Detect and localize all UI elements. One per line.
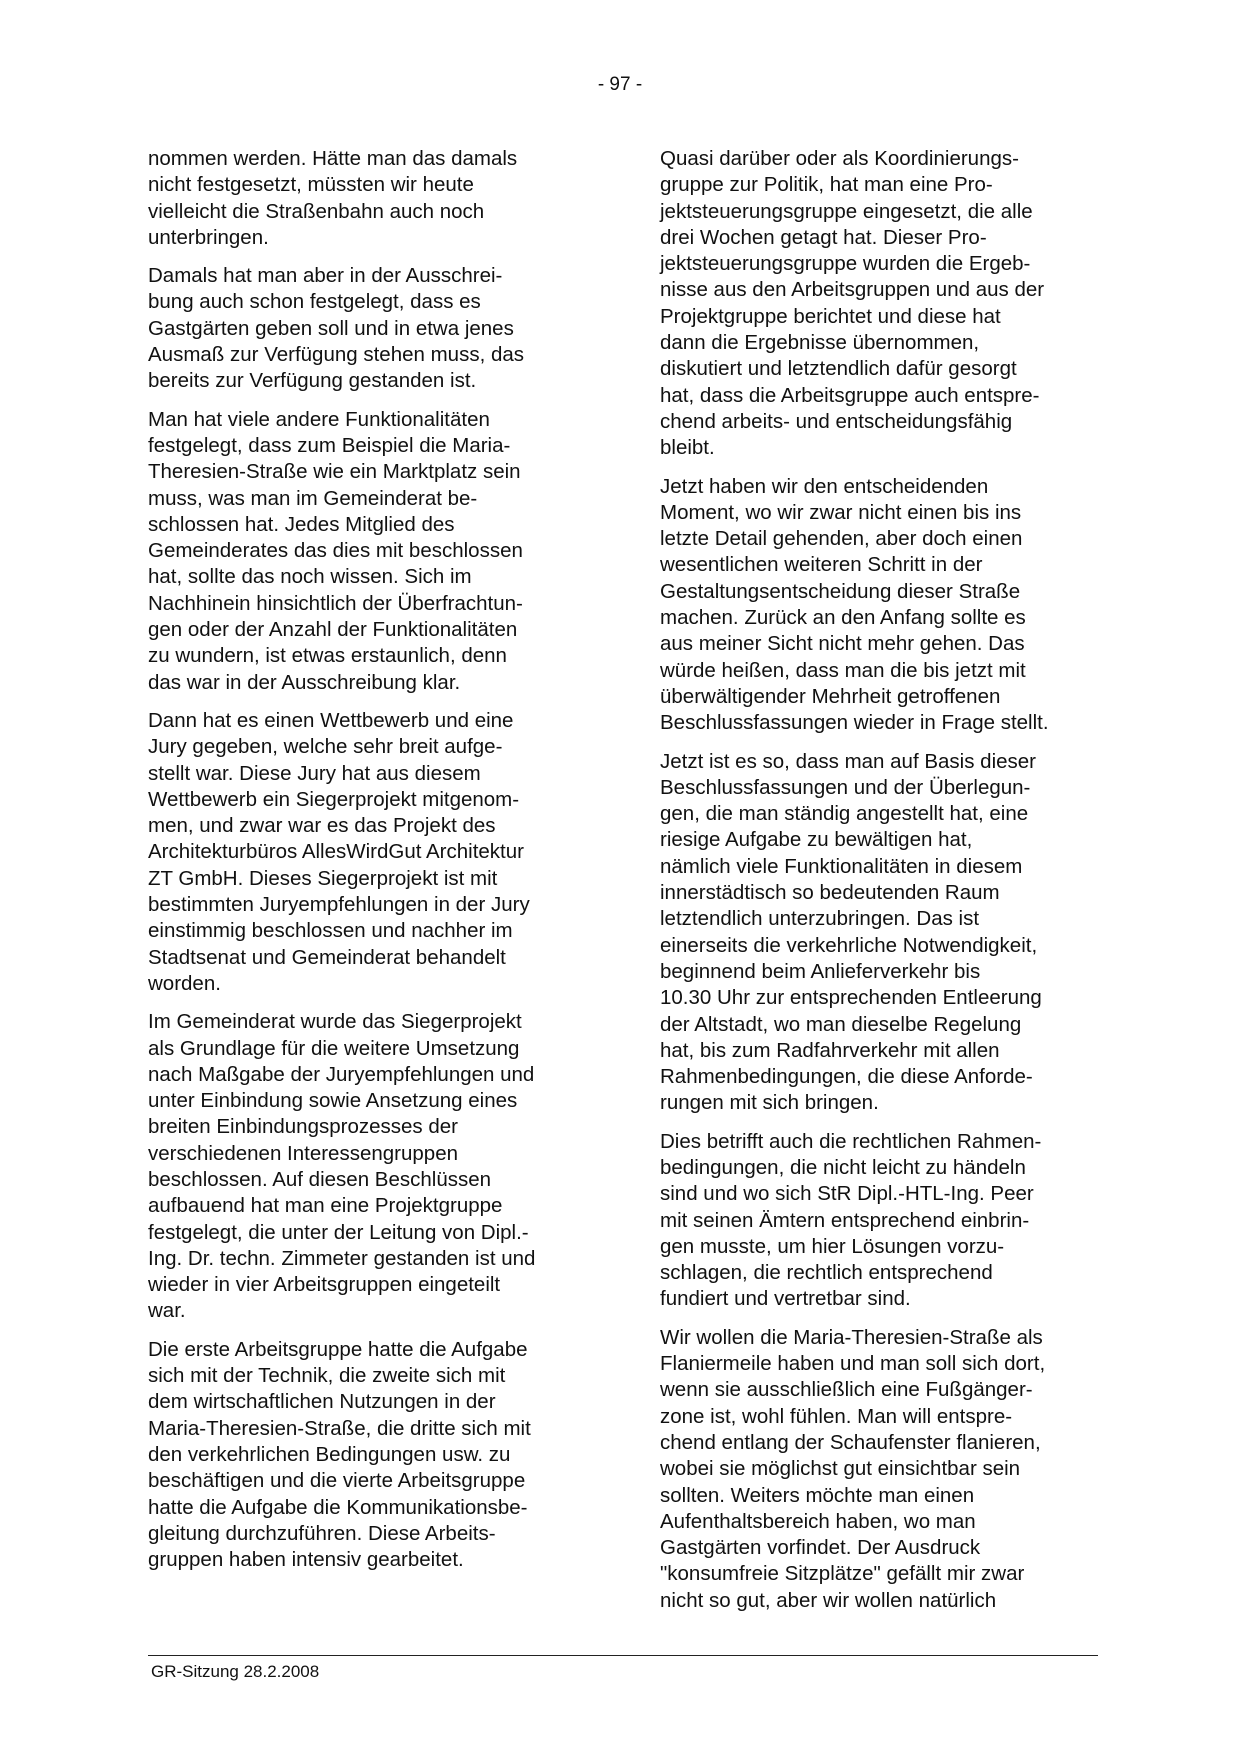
text-line: festgelegt, dass zum Beispiel die Maria- [148,433,511,457]
text-line: Gemeinderates das dies mit beschlossen [148,539,523,563]
text-line: schlossen hat. Jedes Mitglied des [148,512,455,536]
paragraph [148,146,586,251]
text-line: Wettbewerb ein Siegerprojekt mitgenom- [148,787,520,811]
text-line: stellt war. Diese Jury hat aus diesem [148,761,481,785]
text-line: Im Gemeinderat wurde das Siegerprojekt [148,1010,522,1034]
text-line: men, und zwar war es das Projekt des [148,814,496,838]
text-line: zone ist, wohl fühlen. Man will entspre- [660,1404,1013,1428]
text-line: nisse aus den Arbeitsgruppen und aus der [660,278,1045,302]
footer-divider [148,1655,1098,1656]
text-line: letzte Detail gehenden, aber doch einen [660,527,1023,551]
text-line: Jetzt haben wir den entscheidenden [660,474,989,498]
text-line: Maria-Theresien-Straße, die dritte sich mit [148,1416,531,1440]
text-line: einerseits die verkehrliche Notwendigkeit, [660,933,1038,957]
text-line: wenn sie ausschließlich eine Fußgänger- [660,1378,1033,1402]
text-line: den verkehrlichen Bedingungen usw. zu [148,1442,511,1466]
text-line: verschiedenen Interessengruppen [148,1141,458,1165]
text-line: jektsteuerungsgruppe eingesetzt, die alle [660,199,1033,223]
paragraph [660,1129,1098,1313]
text-line: das war in der Ausschreibung klar. [148,670,461,694]
text-line: nämlich viele Funktionalitäten in diesem [660,854,1023,878]
footer-session-date: GR-Sitzung 28.2.2008 [151,1662,320,1681]
text-line: der Altstadt, wo man dieselbe Regelung [660,1012,1022,1036]
paragraph [660,749,1098,1117]
text-line: beschäftigen und die vierte Arbeitsgruppe [148,1469,526,1493]
text-line: nicht festgesetzt, müssten wir heute [148,173,474,197]
text-line: Quasi darüber oder als Koordinierungs- [660,147,1019,170]
text-line: Beschlussfassungen und der Überlegun- [660,775,1031,799]
text-line: bleibt. [660,436,715,460]
text-line: gen musste, um hier Lösungen vorzu- [660,1234,1005,1258]
paragraph [660,474,1098,737]
text-line: jektsteuerungsgruppe wurden die Ergeb- [660,252,1031,276]
text-line: chend entlang der Schaufenster flanieren, [660,1430,1041,1454]
text-line: breiten Einbindungsprozesses der [148,1115,458,1139]
text-line: worden. [148,971,221,995]
text-line: innerstädtisch so bedeutenden Raum [660,881,1000,905]
text-line: beschlossen. Auf diesen Beschlüssen [148,1167,492,1191]
text-line: Ausmaß zur Verfügung stehen muss, das [148,343,525,367]
text-line: 10.30 Uhr zur entsprechenden Entleerung [660,986,1042,1010]
text-line: nicht so gut, aber wir wollen natürlich [660,1588,997,1612]
text-line: aus meiner Sicht nicht mehr gehen. Das [660,632,1025,656]
paragraph [148,263,586,394]
text-line: hat, sollte das noch wissen. Sich im [148,565,472,589]
text-line: letztendlich unterzubringen. Das ist [660,907,980,931]
text-line: hat, dass die Arbeitsgruppe auch entspre- [660,383,1040,407]
text-line: einstimmig beschlossen und nachher im [148,919,513,943]
text-line: Jury gegeben, welche sehr breit aufge- [148,735,503,759]
text-line: Architekturbüros AllesWirdGut Architektur [148,840,524,864]
paragraph [148,407,586,696]
text-line: zu wundern, ist etwas erstaunlich, denn [148,644,507,668]
text-line: Gastgärten geben soll und in etwa jenes [148,316,514,340]
text-line: Nachhinein hinsichtlich der Überfrachtun- [148,591,523,615]
text-line: bedingungen, die nicht leicht zu händeln [660,1155,1026,1179]
text-line: sollten. Weiters möchte man einen [660,1483,975,1507]
page-number: - 97 - [597,74,643,95]
text-line: unterbringen. [148,225,269,249]
text-line: gleitung durchzuführen. Diese Arbeits- [148,1521,496,1545]
text-line: Wir wollen die Maria-Theresien-Straße als [660,1325,1043,1349]
text-line: Jetzt ist es so, dass man auf Basis dieser [660,749,1036,773]
paragraph [660,146,1098,462]
text-line: muss, was man im Gemeinderat be- [148,486,478,510]
text-line: aufbauend hat man eine Projektgruppe [148,1194,503,1218]
text-line: hat, bis zum Radfahrverkehr mit allen [660,1038,1000,1062]
text-line: Gastgärten vorfindet. Der Ausdruck [660,1536,981,1560]
text-line: wesentlichen weiteren Schritt in der [660,553,983,577]
text-line: nommen werden. Hätte man das damals [148,147,518,170]
text-line: riesige Aufgabe zu bewältigen hat, [660,828,973,852]
text-line: dann die Ergebnisse übernommen, [660,331,980,355]
text-line: Die erste Arbeitsgruppe hatte die Aufgabe [148,1337,528,1361]
text-line: gruppen haben intensiv gearbeitet. [148,1548,464,1572]
paragraph [660,1325,1098,1614]
text-line: gruppe zur Politik, hat man eine Pro- [660,173,993,197]
text-line: diskutiert und letztendlich dafür gesorgt [660,357,1017,381]
text-line: sind und wo sich StR Dipl.-HTL-Ing. Peer [660,1182,1034,1206]
text-line: vielleicht die Straßenbahn auch noch [148,199,485,223]
left-column [148,146,586,1585]
text-line: wobei sie möglichst gut einsichtbar sein [660,1457,1021,1481]
text-line: drei Wochen getagt hat. Dieser Pro- [660,225,987,249]
text-line: "konsumfreie Sitzplätze" gefällt mir zwar [660,1562,1025,1586]
text-line: Aufenthaltsbereich haben, wo man [660,1509,976,1533]
text-line: schlagen, die rechtlich entsprechend [660,1261,993,1285]
paragraph [148,1337,586,1574]
text-line: würde heißen, dass man die bis jetzt mit [660,658,1026,682]
text-line: Projektgruppe berichtet und diese hat [660,304,1001,328]
text-line: rungen mit sich bringen. [660,1091,879,1115]
text-line: fundiert und vertretbar sind. [660,1287,911,1311]
paragraph [148,708,586,997]
right-column [660,146,1098,1626]
text-line: gen, die man ständig angestellt hat, eine [660,802,1029,826]
text-line: machen. Zurück an den Anfang sollte es [660,606,1026,630]
text-line: festgelegt, die unter der Leitung von Dipl.- [148,1220,529,1244]
text-line: wieder in vier Arbeitsgruppen eingeteilt [148,1273,501,1297]
text-line: Flaniermeile haben und man soll sich dort, [660,1352,1046,1376]
text-line: ZT GmbH. Dieses Siegerprojekt ist mit [148,866,498,890]
text-line: bung auch schon festgelegt, dass es [148,290,481,314]
text-line: dem wirtschaftlichen Nutzungen in der [148,1390,496,1414]
text-line: bestimmten Juryempfehlungen in der Jury [148,893,530,917]
text-line: mit seinen Ämtern entsprechend einbrin- [660,1208,1030,1232]
text-line: bereits zur Verfügung gestanden ist. [148,369,477,393]
text-line: Stadtsenat und Gemeinderat behandelt [148,945,506,969]
text-line: chend arbeits- und entscheidungsfähig [660,409,1013,433]
text-line: hatte die Aufgabe die Kommunikationsbe- [148,1495,528,1519]
text-line: Damals hat man aber in der Ausschrei- [148,264,503,288]
text-line: Moment, wo wir zwar nicht einen bis ins [660,500,1022,524]
text-line: Dann hat es einen Wettbewerb und eine [148,708,514,732]
text-line: Gestaltungsentscheidung dieser Straße [660,579,1021,603]
text-line: Man hat viele andere Funktionalitäten [148,407,490,431]
text-line: unter Einbindung sowie Ansetzung eines [148,1089,518,1113]
text-line: Ing. Dr. techn. Zimmeter gestanden ist und [148,1246,536,1270]
text-line: sich mit der Technik, die zweite sich mit [148,1364,506,1388]
text-line: Rahmenbedingungen, die diese Anforde- [660,1065,1033,1089]
text-line: überwältigender Mehrheit getroffenen [660,684,1001,708]
text-line: Dies betrifft auch die rechtlichen Rahmen- [660,1129,1042,1153]
text-line: Theresien-Straße wie ein Marktplatz sein [148,460,521,484]
paragraph [148,1009,586,1325]
text-line: beginnend beim Anlieferverkehr bis [660,959,981,983]
text-line: war. [148,1299,186,1323]
text-line: als Grundlage für die weitere Umsetzung [148,1036,520,1060]
text-line: nach Maßgabe der Juryempfehlungen und [148,1062,535,1086]
text-line: gen oder der Anzahl der Funktionalitäten [148,618,518,642]
text-line: Beschlussfassungen wieder in Frage stellt. [660,711,1049,735]
